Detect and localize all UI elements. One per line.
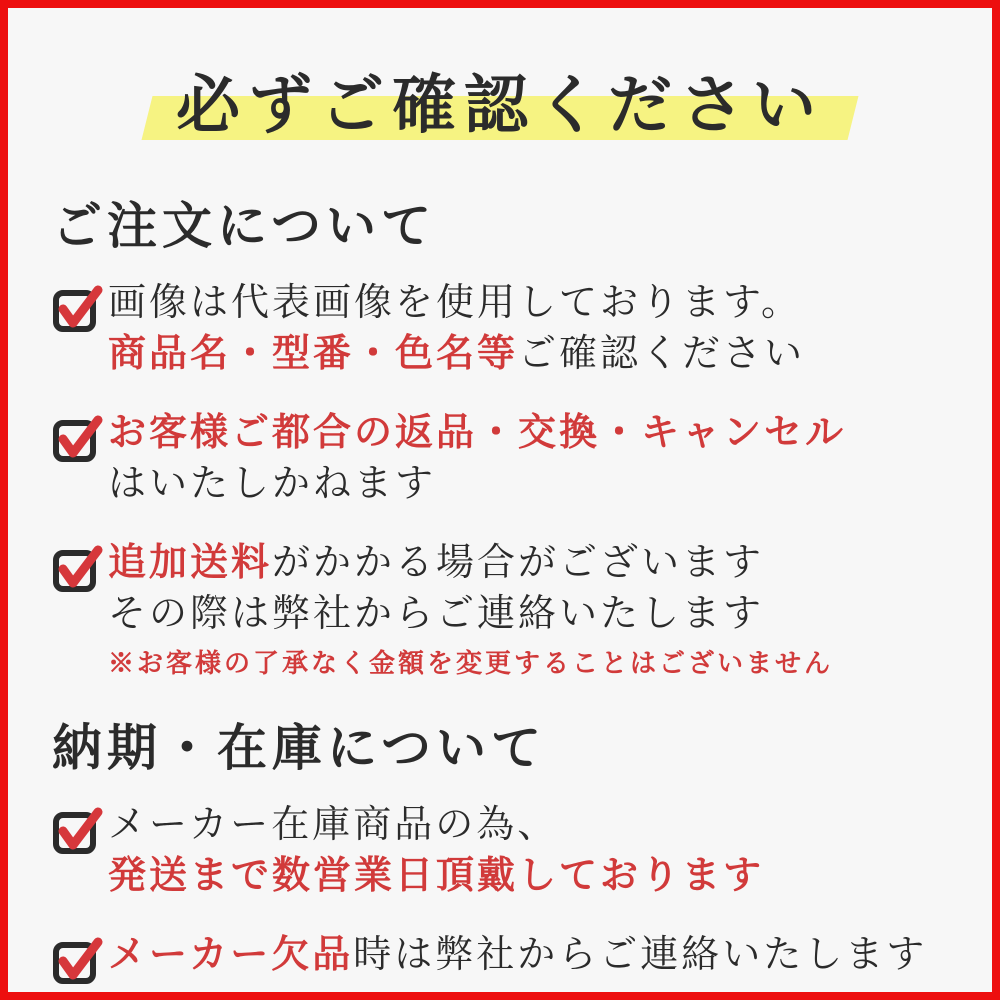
item-line-text-red: 商品名・型番・色名等 bbox=[108, 332, 519, 375]
item-text bbox=[108, 408, 846, 510]
item-line bbox=[108, 329, 805, 380]
checklist-item bbox=[52, 800, 972, 902]
checklist-item bbox=[52, 408, 972, 510]
item-line-text-red: 発送まで数営業日頂戴しております bbox=[108, 855, 765, 898]
checklist-item bbox=[52, 538, 972, 683]
item-line-text: はいたしかねます bbox=[108, 462, 437, 505]
item-line-text-red: お客様ご都合の返品・交換・キャンセル bbox=[108, 411, 847, 454]
item-text bbox=[108, 930, 927, 981]
price-change-disclaimer-note: ※お客様の了承なく金額を変更することはございません bbox=[108, 649, 834, 679]
item-line bbox=[108, 589, 833, 640]
page-title-block bbox=[8, 42, 992, 160]
item-line-text: 時は弊社からご連絡いたします bbox=[353, 934, 928, 977]
item-line-text: ご確認ください bbox=[518, 332, 806, 375]
section-heading-order: ご注文について bbox=[52, 198, 436, 254]
item-line bbox=[108, 930, 927, 981]
checklist-item bbox=[52, 278, 972, 380]
item-line bbox=[108, 538, 833, 589]
notice-content bbox=[8, 186, 992, 985]
item-line-text-red: 追加送料 bbox=[108, 541, 273, 584]
checked-checkbox-icon bbox=[52, 805, 104, 855]
checked-checkbox-icon bbox=[52, 935, 104, 985]
item-text bbox=[108, 538, 833, 683]
item-line bbox=[108, 278, 805, 329]
checklist-item bbox=[52, 930, 972, 985]
item-text bbox=[108, 800, 764, 902]
checked-checkbox-icon bbox=[52, 413, 104, 463]
item-line bbox=[108, 851, 764, 902]
checked-checkbox-icon bbox=[52, 543, 104, 593]
item-line-text: メーカー在庫商品の為、 bbox=[108, 804, 559, 847]
item-text bbox=[108, 278, 805, 380]
checked-checkbox-icon bbox=[52, 283, 104, 333]
item-line-text-red: メーカー欠品 bbox=[108, 934, 354, 977]
item-line bbox=[108, 408, 846, 459]
section-heading-delivery-stock: 納期・在庫について bbox=[52, 720, 546, 777]
item-line-text: その際は弊社からご連絡いたします bbox=[108, 592, 765, 635]
item-line-text: 画像は代表画像を使用しております。 bbox=[108, 282, 802, 324]
item-line bbox=[108, 800, 764, 851]
item-line-text: がかかる場合がございます bbox=[272, 541, 765, 584]
page-title: 必ずご確認ください bbox=[176, 70, 824, 141]
item-line bbox=[108, 459, 846, 510]
